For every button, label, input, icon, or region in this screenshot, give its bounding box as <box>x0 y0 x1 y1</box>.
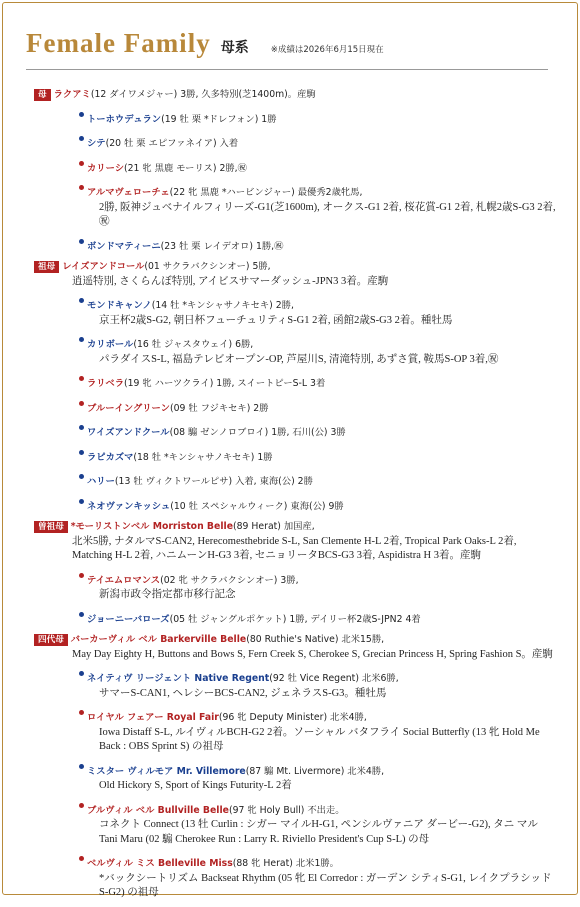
generation-badge: 曽祖母 <box>34 521 68 533</box>
horse-detail: (19 牝 ハーツクライ) 1勝, スイートピーS-L 3着 <box>124 378 326 389</box>
male-bullet-icon <box>79 337 84 342</box>
horse-record: Iowa Distaff S-L, ルイヴィルBCH-G2 2着。ソーシャル バタフライ Social Butterfly (13 牝 Hold Me Back : OBS Sprint S) の祖母 <box>99 726 540 752</box>
list-item <box>34 798 556 848</box>
horse-detail: (18 牡 *キンシャサノキセキ) 1勝 <box>133 451 273 463</box>
horse-name: ミスター ヴィルモア Mr. Villemore <box>87 765 246 777</box>
generation-badge: 母 <box>34 89 51 101</box>
horse-name: ブルヴィル ベル Bullville Belle <box>87 804 229 816</box>
horse-name: ハリー <box>87 476 115 487</box>
list-item <box>34 666 556 701</box>
list-item <box>34 607 556 628</box>
horse-name: モンドキャンノ <box>87 300 152 311</box>
header-divider <box>26 69 548 70</box>
list-item <box>34 469 556 490</box>
dam-detail: (12 ダイワメジャー) 3勝, 久多特別(芝1400m)。産駒 <box>90 89 316 100</box>
horse-record: パラダイスS-L, 福島テレビオープン-OP, 芦屋川S, 清滝特別, あずさ賞, 鞍馬S-OP 3着,㊗ <box>99 353 499 365</box>
granddam-detail: (01 サクラバクシンオー) 5勝, <box>144 261 271 272</box>
female-bullet-icon <box>79 161 84 166</box>
horse-detail: (96 牝 Deputy Minister) 北米4勝, <box>218 712 367 723</box>
list-item <box>34 180 556 230</box>
list-item <box>34 107 556 128</box>
horse-detail: (10 牡 スペシャルウィーク) 東海(公) 9勝 <box>170 500 344 512</box>
fourth-dam-detail: (80 Ruthie's Native) 北米15勝, <box>246 634 385 645</box>
list-item <box>34 396 556 417</box>
horse-record: 2勝, 阪神ジュベナイルフィリーズ-G1(芝1600m), オークス-G1 2着, 桜花賞-G1 2着, 札幌2歳S-G3 2着,㊗ <box>99 201 556 227</box>
granddam-record: 逍遥特別, さくらんぼ特別, アイビスサマーダッシュ-JPN3 3着。産駒 <box>72 275 389 287</box>
list-item <box>34 568 556 603</box>
fourth-dam-record: May Day Eighty H, Buttons and Bows S, Fern Creek S, Cherokee S, Grecian Princess H, Spring Fashion S。産駒 <box>72 648 553 660</box>
horse-name: ジョーニーバローズ <box>87 613 170 625</box>
horse-detail: (87 騸 Mt. Livermore) 北米4勝, <box>245 765 385 777</box>
grandchild-record: コネクト Connect (13 牡 Curlin : シガー マイルH-G1, ペンシルヴァニア ダービー-G2), タニ マル Tani Maru (02 騸 Cherokee Run : Larry R. Riviello President's Cup S-L) の母 <box>99 819 538 845</box>
female-bullet-icon <box>79 710 84 715</box>
horse-name: ラピカズマ <box>87 451 134 463</box>
female-bullet-icon <box>79 401 84 406</box>
female-bullet-icon <box>79 856 84 861</box>
generation-fourth-dam <box>34 633 556 901</box>
horse-detail: (14 牡 *キンシャサノキセキ) 2勝, <box>151 300 294 311</box>
grandchild-record: *バックシートリズム Backseat Rhythm (05 牝 El Corredor : ガーデン シティS-G1, レイクプラシッドS-G2) の祖母 <box>99 872 552 898</box>
generation-great-granddam <box>34 520 556 627</box>
list-item <box>34 156 556 177</box>
horse-name: ネイティヴ リージェント Native Regent <box>87 673 270 684</box>
male-bullet-icon <box>79 425 84 430</box>
male-bullet-icon <box>79 136 84 141</box>
horse-name: トーホウデュラン <box>87 113 162 125</box>
list-item <box>34 420 556 441</box>
great-granddam-record: 北米5勝, ナタルマS-CAN2, Herecomesthebride S-L, San Clemente H-L 2着, Tropical Park Oaks-L 2着, Matching H-L 2着, ハニムーンH-G3 3着, セニョリータBCS-G3 3着, Aspidistra H 3着。産駒 <box>72 535 517 561</box>
male-bullet-icon <box>79 239 84 244</box>
horse-name: ロイヤル フェアー Royal Fair <box>87 712 219 723</box>
horse-name: ボンドマティーニ <box>87 240 161 252</box>
horse-detail: (08 騸 ゼンノロブロイ) 1勝, 石川(公) 3勝 <box>169 427 346 438</box>
great-granddam-name: *モーリストンベル Morriston Belle <box>70 521 233 532</box>
list-item <box>34 293 556 328</box>
horse-detail: (02 牝 サクラバクシンオー) 3勝, <box>160 574 299 586</box>
male-bullet-icon <box>79 450 84 455</box>
horse-detail: (22 牝 黒鹿 *ハービンジャー) 最優秀2歳牝馬, <box>169 187 363 198</box>
horse-detail: (05 牡 ジャングルポケット) 1勝, デイリー杯2歳S-JPN2 4着 <box>169 613 421 625</box>
horse-record: 京王杯2歳S-G2, 朝日杯フューチュリティS-G1 2着, 函館2歳S-G3 2着。種牡馬 <box>99 314 453 326</box>
horse-name: テイエムロマンス <box>87 574 161 586</box>
list-item <box>34 332 556 367</box>
date-note: ※成績は2026年6月15日現在 <box>270 45 384 55</box>
generation-badge: 四代母 <box>34 634 68 646</box>
list-item <box>34 371 556 392</box>
male-bullet-icon <box>79 764 84 769</box>
dam-name: ラクアミ <box>53 89 91 100</box>
generation-badge: 祖母 <box>34 261 59 273</box>
horse-name: ベルヴィル ミス Belleville Miss <box>87 858 233 869</box>
male-bullet-icon <box>79 499 84 504</box>
horse-record: サマーS-CAN1, ヘレシーBCS-CAN2, ジェネラスS-G3。種牡馬 <box>99 687 387 699</box>
horse-detail: (97 牝 Holy Bull) 不出走。 <box>228 804 345 816</box>
female-bullet-icon <box>79 573 84 578</box>
list-item <box>34 445 556 466</box>
horse-detail: (13 牡 ヴィクトワールピサ) 入着, 東海(公) 2勝 <box>114 476 313 487</box>
male-bullet-icon <box>79 474 84 479</box>
family-list <box>34 88 556 907</box>
granddam-name: レイズアンドコール <box>62 261 145 272</box>
male-bullet-icon <box>79 112 84 117</box>
list-item <box>34 131 556 152</box>
horse-detail: (23 牡 栗 レイデオロ) 1勝,㊗ <box>160 240 284 252</box>
horse-detail: (20 牡 栗 エピファネイア) 入着 <box>105 138 239 149</box>
list-item <box>34 705 556 755</box>
female-bullet-icon <box>79 185 84 190</box>
list-item <box>34 234 556 255</box>
male-bullet-icon <box>79 671 84 676</box>
generation-dam <box>34 88 556 254</box>
horse-name: ラリベラ <box>87 378 125 389</box>
horse-detail: (09 牡 フジキセキ) 2勝 <box>169 402 269 414</box>
horse-detail: (88 牝 Herat) 北米1勝。 <box>232 858 339 869</box>
page-title: Female Family <box>26 28 211 58</box>
horse-name: カリボール <box>87 339 134 350</box>
list-item <box>34 851 556 901</box>
generation-granddam <box>34 260 556 514</box>
page-subtitle: 母系 <box>220 40 249 56</box>
horse-name: カリーシ <box>87 162 125 174</box>
horse-detail: (16 牡 ジャスタウェイ) 6勝, <box>133 339 254 350</box>
list-item <box>34 494 556 515</box>
great-granddam-detail: (89 Herat) 加国産, <box>233 521 315 532</box>
female-bullet-icon <box>79 803 84 808</box>
male-bullet-icon <box>79 612 84 617</box>
horse-name: ワイズアンドクール <box>87 427 170 438</box>
header <box>26 28 384 59</box>
list-item <box>34 759 556 794</box>
horse-name: ネオヴァンキッシュ <box>87 500 171 512</box>
horse-detail: (19 牡 栗 *ドレフォン) 1勝 <box>161 113 277 125</box>
fourth-dam-name: バーカーヴィル ベル Barkerville Belle <box>70 634 247 645</box>
horse-record: 新潟市政令指定都市移行記念 <box>99 589 236 600</box>
horse-record: Old Hickory S, Sport of Kings Futurity-L 2着 <box>99 780 292 791</box>
horse-name: アルマヴェローチェ <box>87 187 170 198</box>
horse-name: ブルーイングリーン <box>87 402 170 414</box>
horse-detail: (21 牝 黒鹿 モーリス) 2勝,㊗ <box>124 162 247 174</box>
male-bullet-icon <box>79 298 84 303</box>
horse-name: シテ <box>87 138 106 149</box>
horse-detail: (92 牡 Vice Regent) 北米6勝, <box>269 673 399 684</box>
female-bullet-icon <box>79 376 84 381</box>
